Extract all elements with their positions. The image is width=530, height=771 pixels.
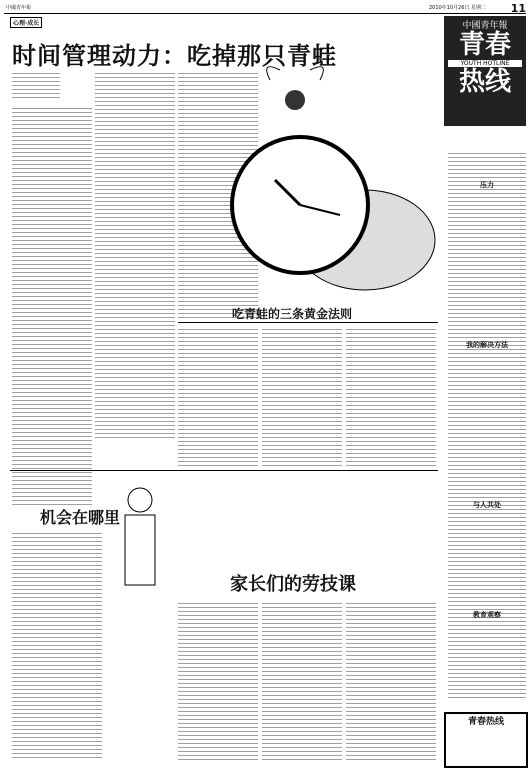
subheadline-three-rules: 吃青蛙的三条黄金法则 (232, 307, 353, 321)
hotline-ad-box (444, 712, 528, 768)
masthead-title-2: 热线 (458, 67, 511, 97)
text-column (12, 105, 92, 505)
text-column (95, 70, 175, 440)
hotline-ad-title: 青春热线 (467, 717, 504, 727)
text-column (262, 326, 342, 466)
masthead-english: YOUTH HOTLINE (448, 60, 522, 67)
main-headline: 时间管理动力：吃掉那只青蛙 (12, 41, 337, 70)
text-column (262, 600, 342, 760)
subheadline-parents-skills: 家长们的劳技课 (230, 574, 356, 595)
text-column (178, 600, 258, 760)
masthead (444, 16, 526, 126)
figure-head (285, 90, 305, 110)
paper-name: 中國青年報 (6, 5, 32, 11)
divider (178, 322, 438, 323)
text-column (12, 70, 60, 100)
side-section-head: 我的解决方法 (466, 341, 508, 349)
figure-wings (267, 67, 324, 80)
side-section-head: 压力 (480, 181, 494, 189)
side-section-head: 与人共处 (473, 501, 501, 509)
text-column (346, 600, 436, 760)
clock-snail-illustration (200, 60, 440, 300)
text-column (178, 326, 258, 466)
issue-date: 2010年10月26日 星期二 (428, 5, 486, 11)
masthead-title-1: 青春 (458, 30, 511, 60)
page-number: 11 (510, 2, 526, 15)
text-column (346, 326, 436, 466)
text-column (12, 530, 102, 760)
section-tag: 心理·成长 (10, 17, 42, 28)
subheadline-opportunity: 机会在哪里 (40, 508, 121, 527)
telescope-illustration (110, 480, 170, 600)
side-section-head: 教育观察 (473, 611, 501, 619)
page-header-bar (4, 3, 526, 14)
masthead-paper: 中國青年報 (462, 21, 508, 31)
divider (10, 470, 438, 471)
